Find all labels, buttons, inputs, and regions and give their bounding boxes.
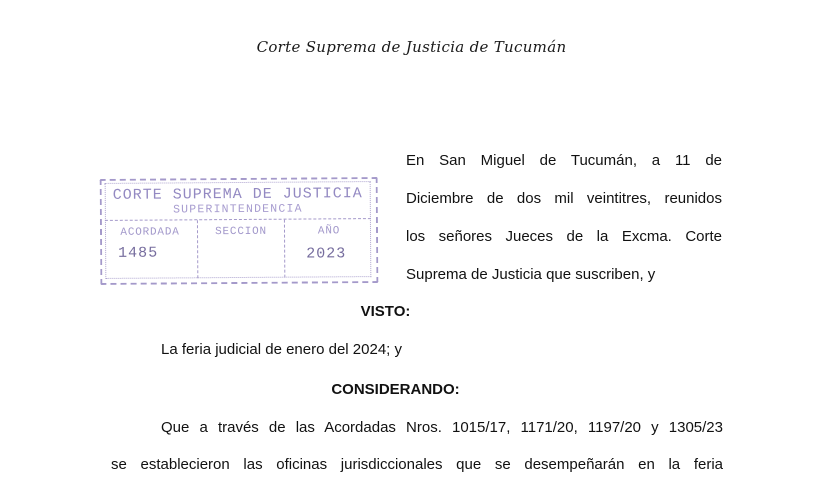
visto-text: La feria judicial de enero del 2024; y	[161, 341, 402, 358]
stamp-institution: CORTE SUPREMA DE JUSTICIA	[112, 185, 363, 204]
stamp-label-acordada: ACORDADA	[120, 226, 180, 239]
considerando-line: Que a través de las Acordadas Nros. 1015/17, 1171/20, 1197/20 y 1305/23	[161, 419, 723, 436]
intro-line: los señores Jueces de la Excma. Corte	[406, 228, 722, 245]
stamp-label-anio: AÑO	[317, 225, 341, 238]
stamp-label-seccion: SECCION	[215, 225, 267, 239]
visto-heading: VISTO:	[360, 303, 411, 320]
court-header: Corte Suprema de Justicia de Tucumán	[256, 38, 567, 56]
stamp-department: SUPERINTENDENCIA	[173, 202, 303, 217]
considerando-line: se establecieron las oficinas jurisdiccionales que se desempeñarán en la feria	[111, 456, 723, 473]
stamp-acordada-number: 1485	[118, 244, 159, 262]
intro-line: Suprema de Justicia que suscriben, y	[406, 266, 656, 283]
intro-paragraph	[406, 142, 722, 294]
intro-line: En San Miguel de Tucumán, a 11 de	[406, 152, 722, 169]
stamp-year: 2023	[306, 245, 347, 263]
acordada-stamp	[100, 177, 377, 283]
considerando-heading: CONSIDERANDO:	[331, 381, 460, 398]
intro-line: Diciembre de dos mil veintitres, reunidos	[406, 190, 722, 207]
